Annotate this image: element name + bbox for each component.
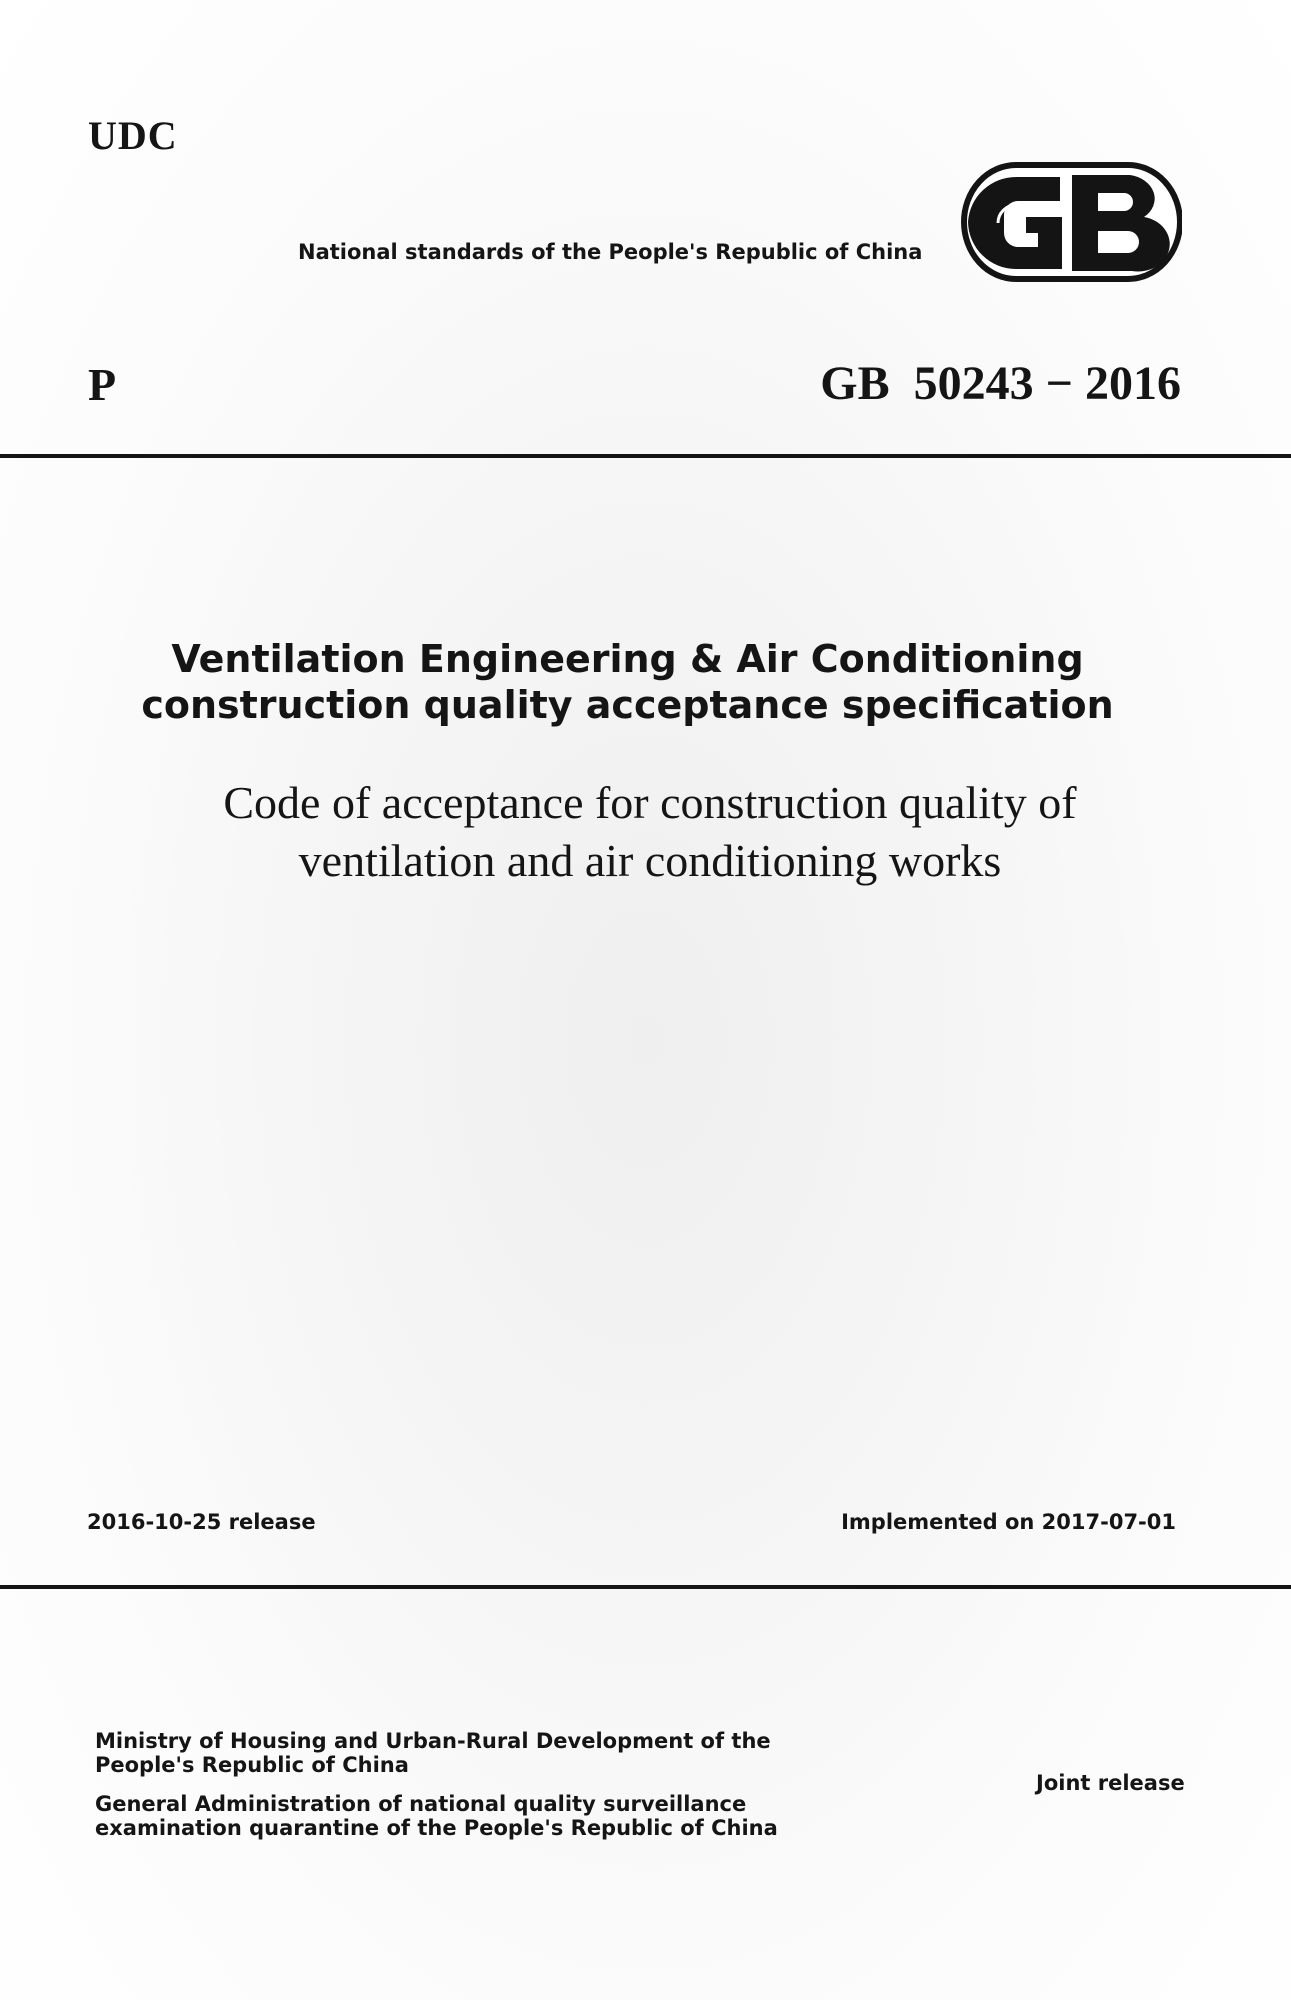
title-english-line-1: Code of acceptance for construction quality of: [223, 777, 1077, 828]
title-main-line-2: construction quality acceptance specification: [141, 683, 1114, 727]
udc-label: UDC: [88, 113, 178, 158]
title-english-line-2: ventilation and air conditioning works: [298, 835, 1002, 886]
gb-logo-icon: [958, 157, 1182, 287]
title-main-line-1: Ventilation Engineering & Air Conditioning: [171, 637, 1084, 681]
english-title: [80, 774, 1220, 890]
chinese-title-translation: [80, 636, 1175, 728]
top-divider: [0, 454, 1291, 458]
national-standard-label: National standards of the People's Republic of China: [298, 240, 923, 264]
issuer-general-administration: General Administration of national quality surveillance examination quarantine of the People's Republic of China: [95, 1792, 778, 1840]
standard-number: GB 50243 − 2016: [820, 357, 1181, 410]
bottom-divider: [0, 1585, 1291, 1589]
joint-release-label: Joint release: [1036, 1771, 1185, 1795]
release-date: 2016-10-25 release: [87, 1510, 316, 1534]
category-letter: P: [88, 359, 117, 410]
implementation-date: Implemented on 2017-07-01: [841, 1510, 1176, 1534]
issuer-ministry: Ministry of Housing and Urban-Rural Development of the People's Republic of China: [95, 1729, 771, 1777]
